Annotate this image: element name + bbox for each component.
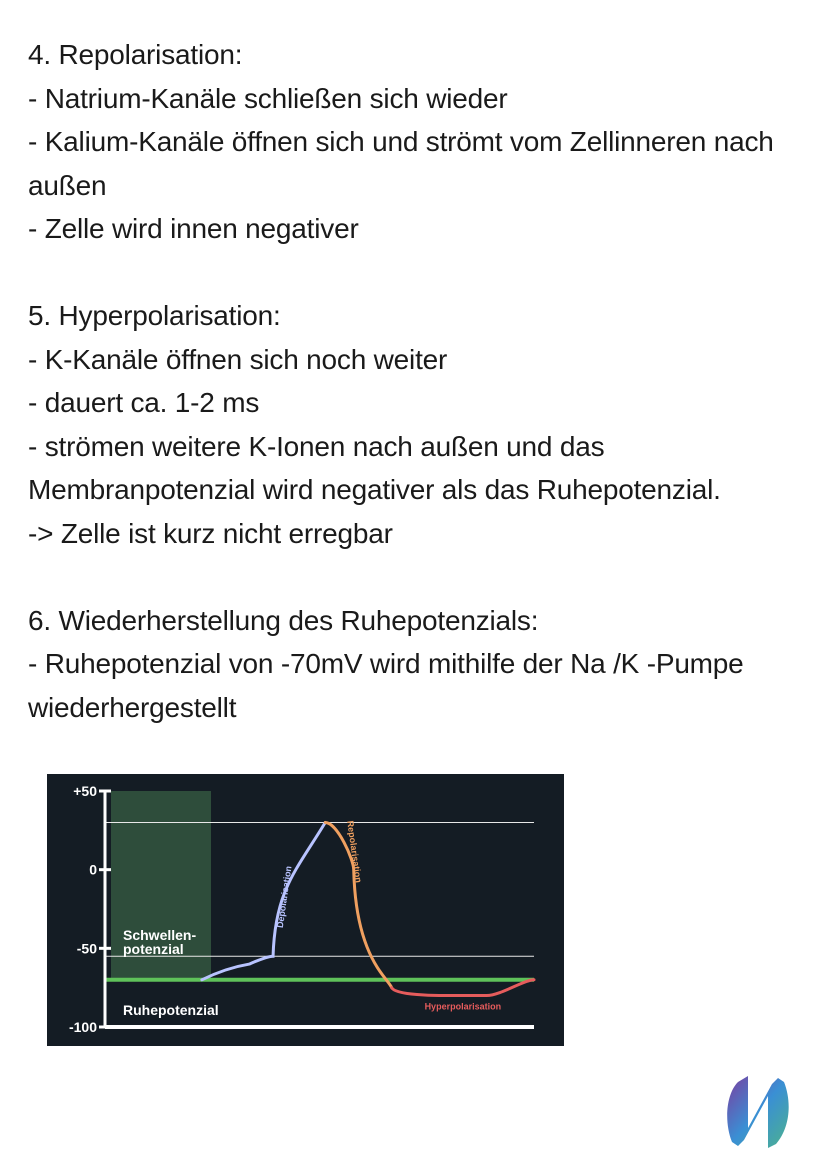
section-heading: 6. Wiederherstellung des Ruhepotenzials: bbox=[28, 604, 539, 636]
section-hyperpolarisation bbox=[28, 294, 808, 555]
chart-svg bbox=[47, 774, 564, 1046]
action-potential-chart bbox=[47, 774, 564, 1046]
notes-text bbox=[28, 33, 808, 729]
y-tick-label: -100 bbox=[68, 1019, 97, 1035]
note-line: wiederhergestellt bbox=[28, 691, 237, 723]
threshold-label: potenzial bbox=[123, 941, 184, 957]
section-repolarisation bbox=[28, 33, 808, 251]
hyperpolarisation-label: Hyperpolarisation bbox=[424, 1001, 502, 1012]
note-line: - Kalium-Kanäle öffnen sich und strömt vom Zellinneren nach bbox=[28, 126, 774, 157]
y-tick-label: 0 bbox=[89, 861, 97, 878]
section-wiederherstellung bbox=[28, 599, 808, 730]
section-heading: 4. Repolarisation: bbox=[28, 39, 243, 70]
hyperpolarisation-curve bbox=[392, 980, 534, 996]
spacer bbox=[28, 251, 808, 295]
note-line: - Zelle wird innen negativer bbox=[28, 213, 359, 244]
threshold-label: Schwellen- bbox=[123, 927, 197, 943]
section-heading: 5. Hyperpolarisation: bbox=[28, 300, 281, 331]
note-line: - K-Kanäle öffnen sich noch weiter bbox=[28, 343, 448, 375]
note-line: - Natrium-Kanäle schließen sich wieder bbox=[28, 82, 508, 114]
note-line: außen bbox=[28, 169, 107, 201]
note-line: -> Zelle ist kurz nicht erregbar bbox=[28, 517, 393, 549]
y-tick-label: +50 bbox=[73, 783, 97, 799]
note-line: - dauert ca. 1-2 ms bbox=[28, 387, 260, 418]
spacer bbox=[28, 555, 808, 599]
brand-logo bbox=[718, 1072, 798, 1150]
depolarisation-label: Depolarisation bbox=[274, 865, 294, 929]
rest-label: Ruhepotenzial bbox=[123, 1002, 219, 1018]
note-line: Membranpotenzial wird negativer als das Ruhepotenzial. bbox=[28, 474, 721, 505]
y-tick-label: -50 bbox=[76, 940, 97, 957]
logo-icon bbox=[718, 1072, 798, 1150]
note-line: - strömen weitere K-Ionen nach außen und das bbox=[28, 430, 605, 462]
note-line: - Ruhepotenzial von -70mV wird mithilfe der Na /K -Pumpe bbox=[28, 648, 744, 679]
repolarisation-label: Repolarisation bbox=[345, 819, 364, 884]
